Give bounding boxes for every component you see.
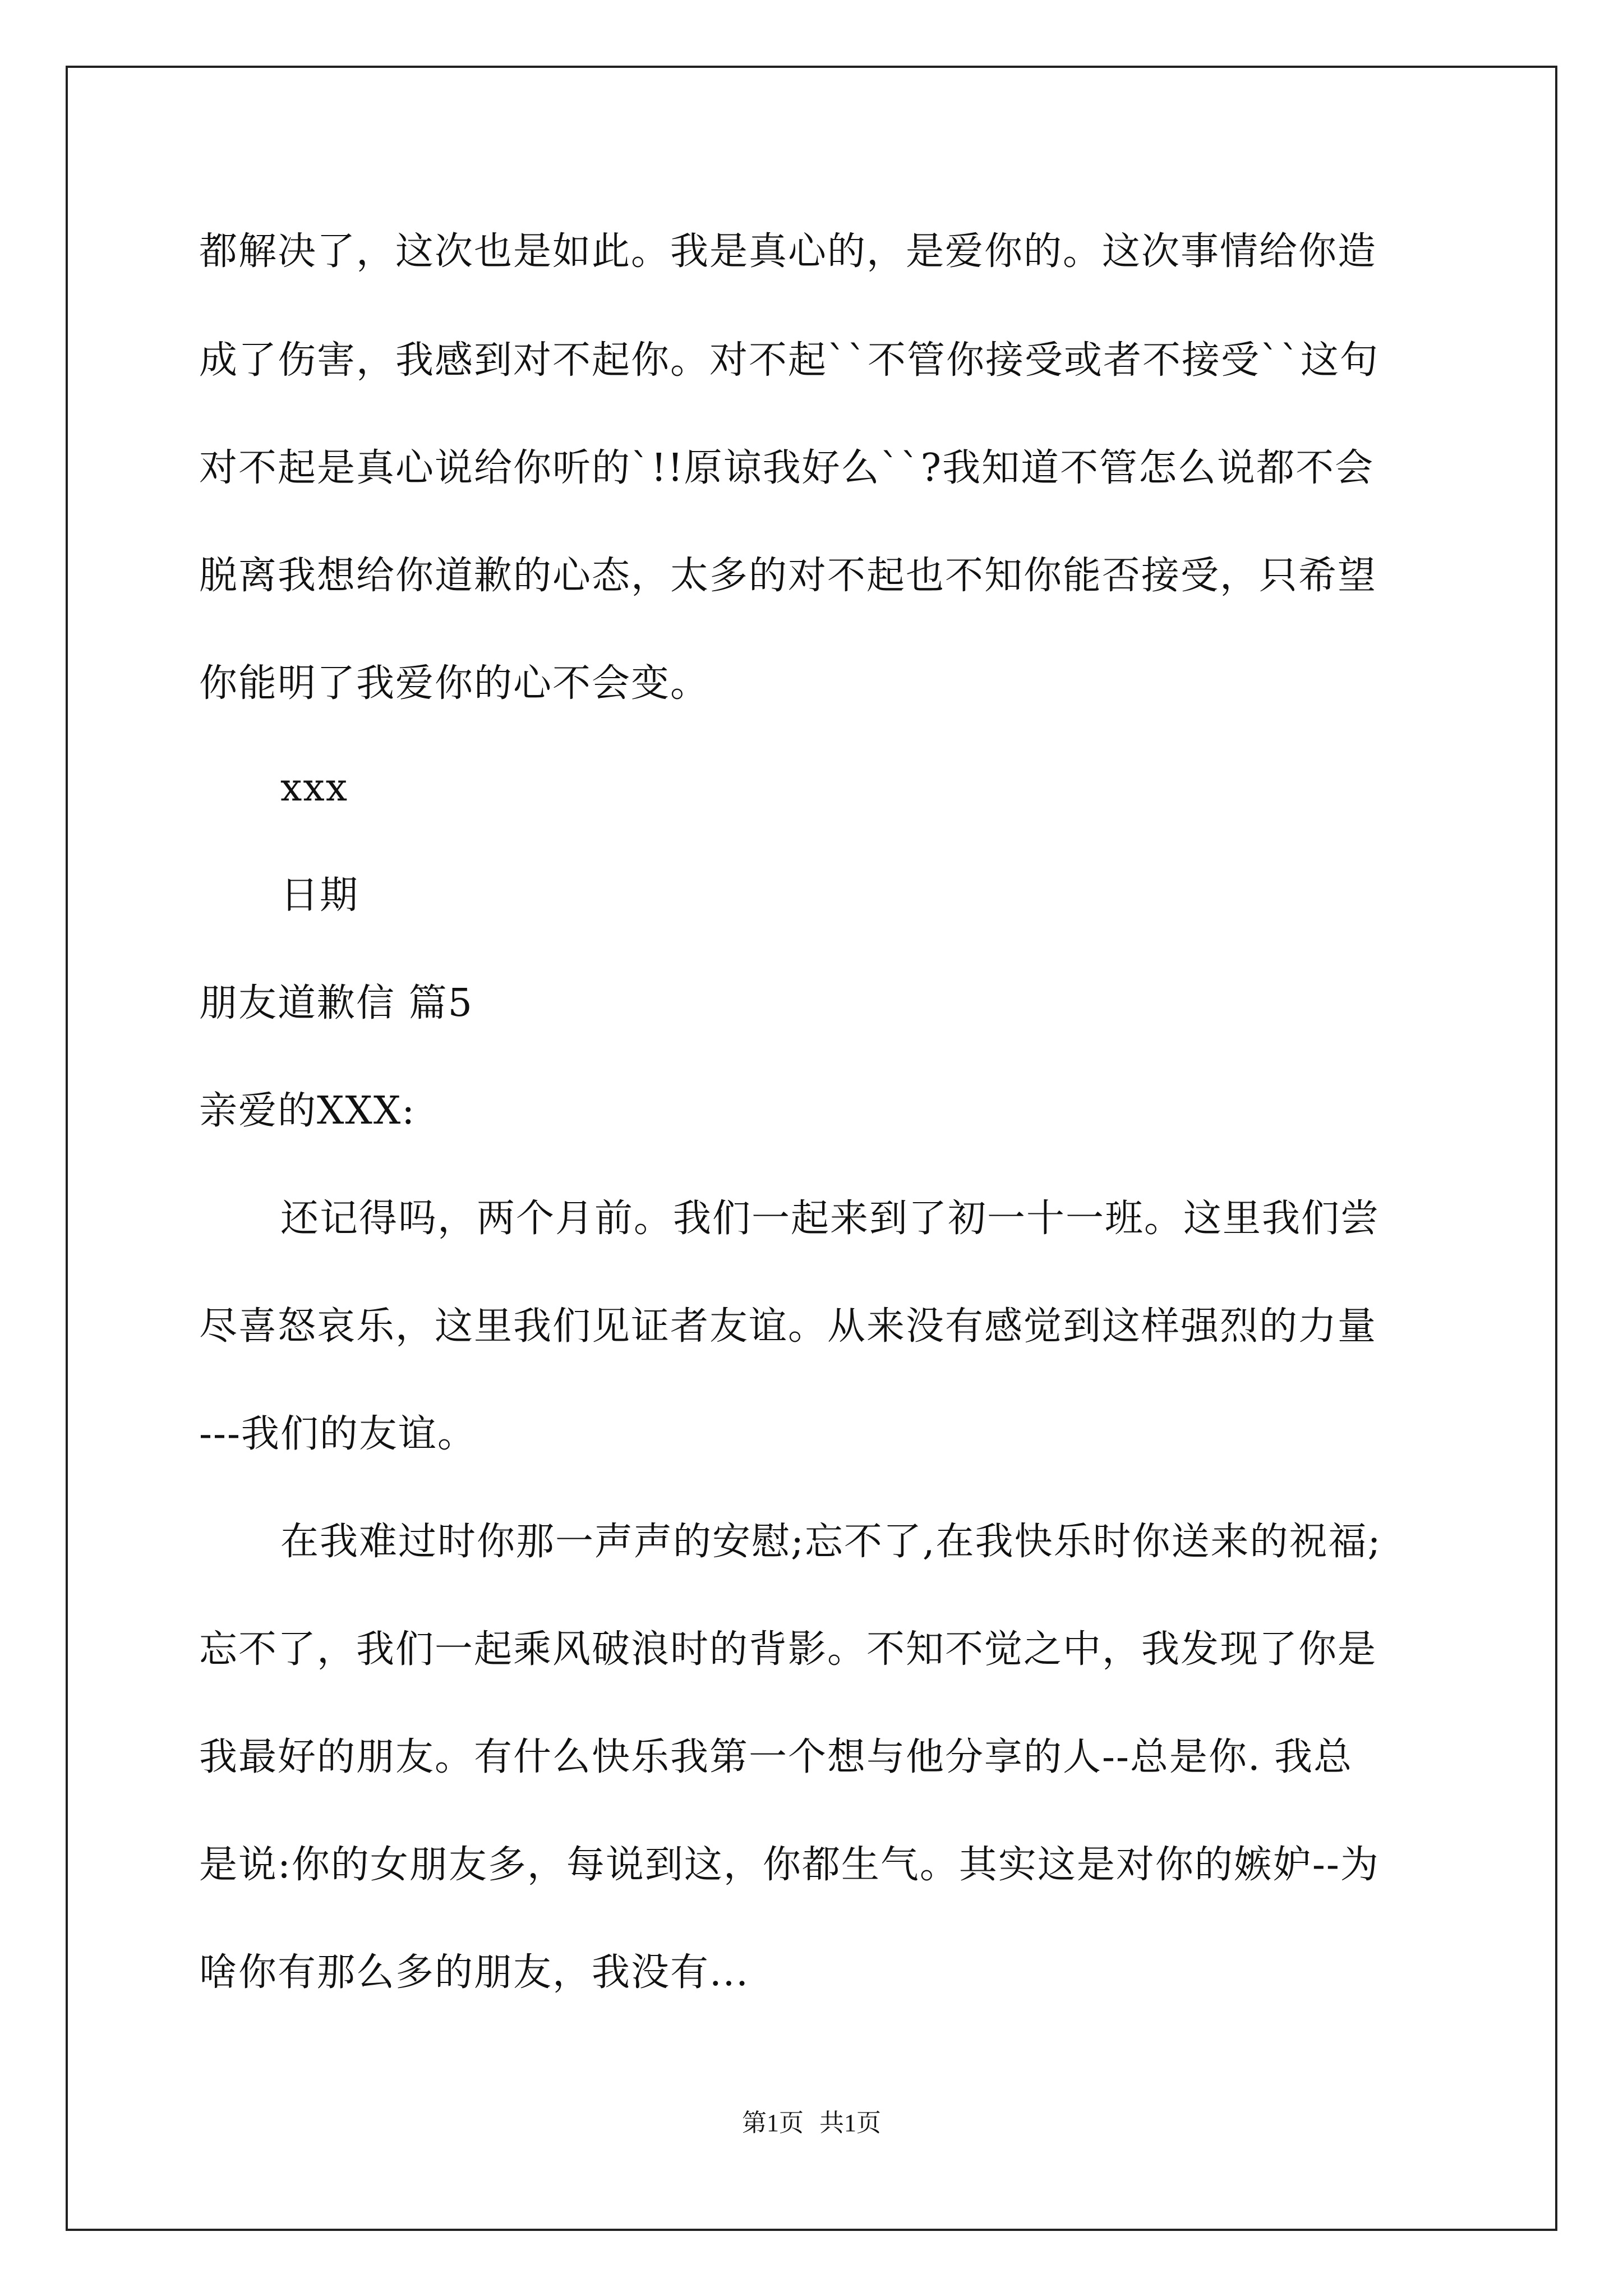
body-line-5: 你能明了我爱你的心不会变。 xyxy=(199,661,710,706)
paragraph-2-line-3: 我最好的朋友。有什么快乐我第一个想与他分享的人--总是你. 我总 xyxy=(199,1735,1353,1779)
paragraph-1-line-1: 还记得吗，两个月前。我们一起来到了初一十一班。这里我们尝 xyxy=(280,1197,1380,1241)
paragraph-1-line-2: 尽喜怒哀乐，这里我们见证者友谊。从来没有感觉到这样强烈的力量 xyxy=(199,1304,1377,1349)
paragraph-2-line-1: 在我难过时你那一声声的安慰;忘不了,在我快乐时你送来的祝福; xyxy=(280,1520,1382,1564)
page-border xyxy=(66,66,1557,2231)
salutation: 亲爱的XXX: xyxy=(199,1089,416,1133)
body-line-3: 对不起是真心说给你听的`!!原谅我好么``?我知道不管怎么说都不会 xyxy=(199,446,1375,490)
paragraph-2-line-4: 是说:你的女朋友多，每说到这，你都生气。其实这是对你的嫉妒--为 xyxy=(199,1843,1380,1887)
body-line-4: 脱离我想给你道歉的心态，太多的对不起也不知你能否接受，只希望 xyxy=(199,554,1377,598)
signature-name: xxx xyxy=(280,766,349,810)
paragraph-1-line-3: ---我们的友谊。 xyxy=(199,1412,477,1456)
body-line-2: 成了伤害，我感到对不起你。对不起``不管你接受或者不接受``这句 xyxy=(199,338,1380,383)
page-number: 第1页 xyxy=(742,2109,804,2137)
section-heading: 朋友道歉信 篇5 xyxy=(199,981,473,1025)
page-footer xyxy=(0,2106,1623,2140)
body-line-1: 都解决了，这次也是如此。我是真心的，是爱你的。这次事情给你造 xyxy=(199,229,1377,274)
paragraph-2-line-5: 啥你有那么多的朋友，我没有... xyxy=(199,1950,749,1995)
paragraph-2-line-2: 忘不了，我们一起乘风破浪时的背影。不知不觉之中，我发现了你是 xyxy=(199,1627,1377,1672)
page-total: 共1页 xyxy=(819,2109,881,2137)
signature-date: 日期 xyxy=(280,873,359,918)
